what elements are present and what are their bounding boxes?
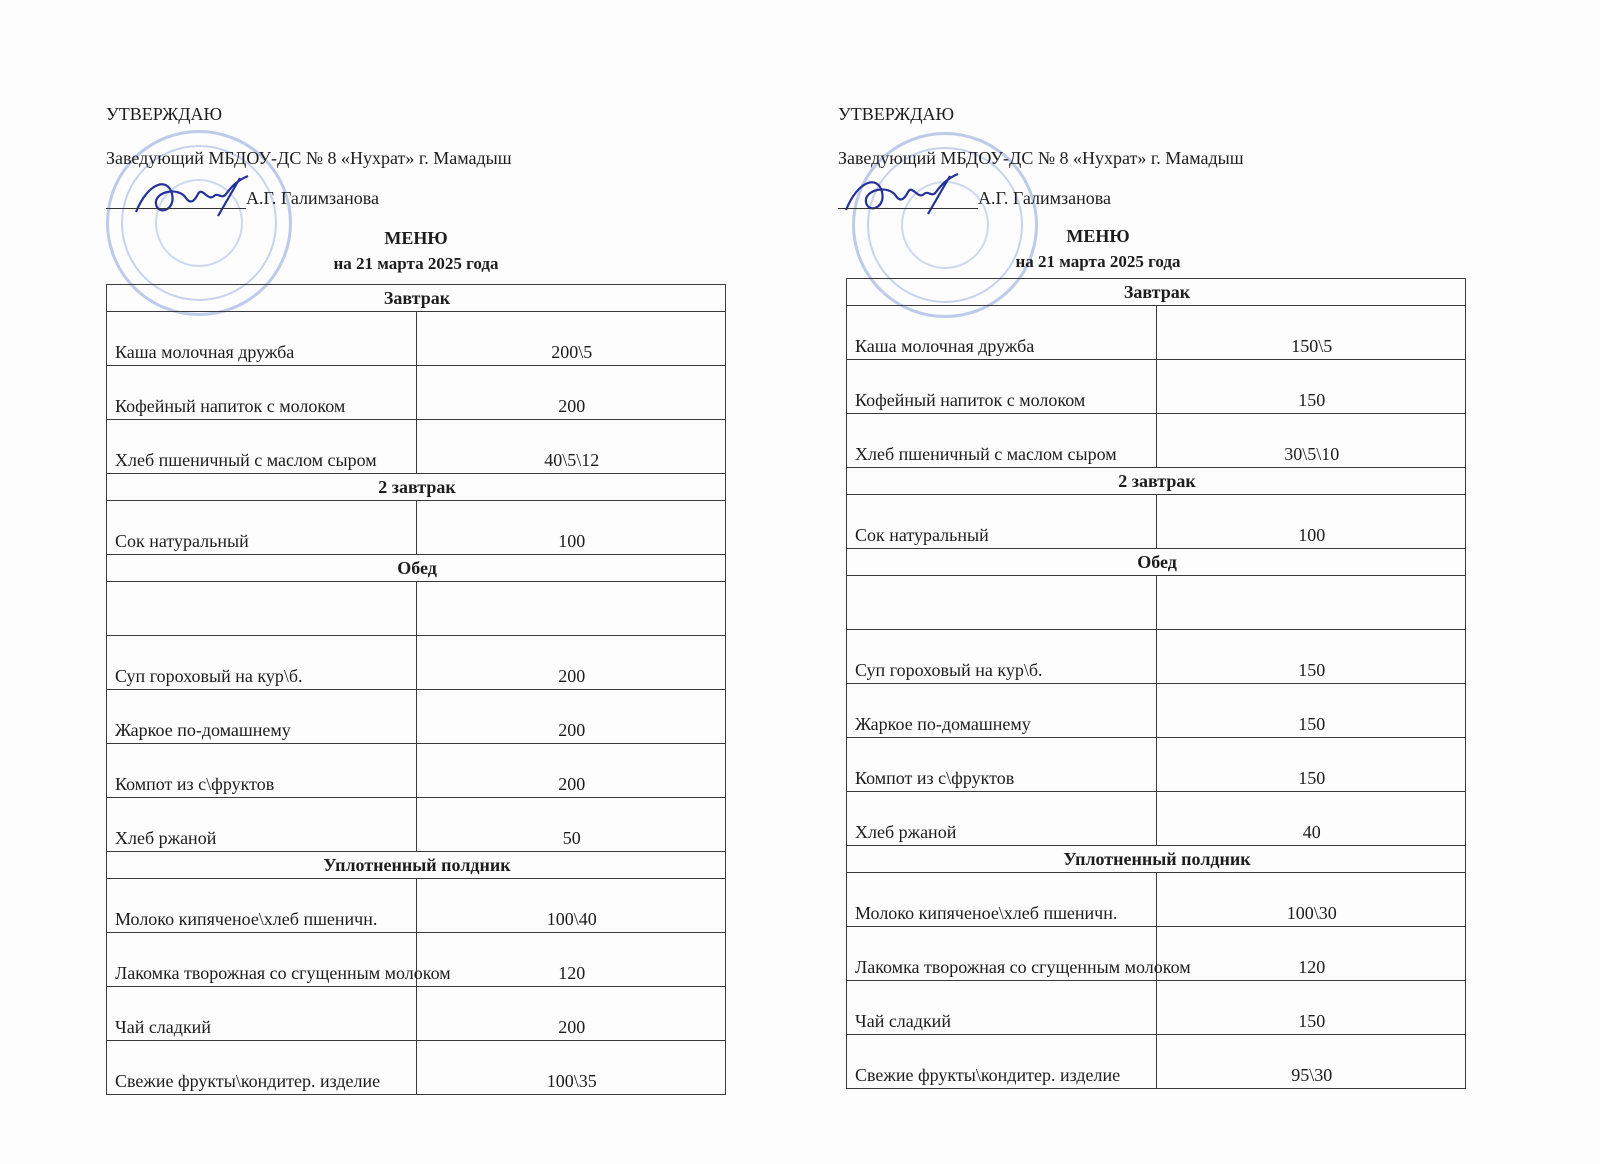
portion-size: 200 <box>416 636 726 690</box>
dish-name: Каша молочная дружба <box>107 312 417 366</box>
approver-name: А.Г. Галимзанова <box>978 188 1111 208</box>
portion-size: 30\5\10 <box>1156 414 1466 468</box>
menu-row <box>107 1041 726 1095</box>
menu-section-header <box>847 549 1466 576</box>
dish-name <box>847 576 1157 630</box>
menu-row <box>107 798 726 852</box>
dish-name: Жаркое по-домашнему <box>847 684 1157 738</box>
approver-name: А.Г. Галимзанова <box>246 188 379 208</box>
dish-name: Чай сладкий <box>847 981 1157 1035</box>
menu-title: МЕНЮ <box>1066 226 1130 246</box>
portion-size: 100 <box>416 501 726 555</box>
menu-row <box>847 495 1466 549</box>
portion-size: 150\5 <box>1156 306 1466 360</box>
portion-size: 150 <box>1156 981 1466 1035</box>
menu-row <box>847 981 1466 1035</box>
menu-row <box>107 879 726 933</box>
menu-row <box>847 576 1466 630</box>
dish-name: Кофейный напиток с молоком <box>847 360 1157 414</box>
menu-row <box>107 987 726 1041</box>
section-title: Обед <box>107 555 726 582</box>
portion-size: 100\35 <box>416 1041 726 1095</box>
portion-size: 200 <box>416 690 726 744</box>
portion-size: 150 <box>1156 630 1466 684</box>
portion-size: 200\5 <box>416 312 726 366</box>
dish-name: Хлеб ржаной <box>107 798 417 852</box>
menu-row <box>107 366 726 420</box>
menu-row <box>847 1035 1466 1089</box>
dish-name <box>107 582 417 636</box>
portion-size: 50 <box>416 798 726 852</box>
menu-row <box>847 738 1466 792</box>
menu-table <box>106 284 726 1095</box>
dish-name: Каша молочная дружба <box>847 306 1157 360</box>
portion-size: 150 <box>1156 684 1466 738</box>
menu-row <box>847 873 1466 927</box>
section-title: Завтрак <box>107 285 726 312</box>
section-title: 2 завтрак <box>847 468 1466 495</box>
approval-block <box>106 104 766 224</box>
approval-block <box>838 104 1498 224</box>
section-title: Обед <box>847 549 1466 576</box>
section-title: 2 завтрак <box>107 474 726 501</box>
portion-size <box>1156 576 1466 630</box>
approve-position: Заведующий МБДОУ-ДС № 8 «Нухрат» г. Мамадыш <box>838 148 1244 168</box>
dish-name: Компот из с\фруктов <box>847 738 1157 792</box>
dish-name: Жаркое по-домашнему <box>107 690 417 744</box>
menu-title: МЕНЮ <box>384 228 448 248</box>
section-title: Завтрак <box>847 279 1466 306</box>
portion-size: 200 <box>416 987 726 1041</box>
dish-name: Хлеб пшеничный с маслом сыром <box>847 414 1157 468</box>
menu-date: на 21 марта 2025 года <box>1015 252 1181 271</box>
dish-name: Молоко кипяченое\хлеб пшеничн. <box>107 879 417 933</box>
menu-section-header <box>107 285 726 312</box>
approve-title: УТВЕРЖДАЮ <box>106 104 223 124</box>
menu-row <box>847 306 1466 360</box>
menu-section-header <box>847 846 1466 873</box>
menu-row <box>107 933 726 987</box>
portion-size: 100\30 <box>1156 873 1466 927</box>
dish-name: Свежие фрукты\кондитер. изделие <box>847 1035 1157 1089</box>
dish-name: Лакомка творожная со сгущенным молоком <box>847 927 1157 981</box>
portion-size <box>416 582 726 636</box>
menu-row <box>107 420 726 474</box>
menu-row <box>107 690 726 744</box>
section-title: Уплотненный полдник <box>107 852 726 879</box>
dish-name: Сок натуральный <box>847 495 1157 549</box>
portion-size: 120 <box>1156 927 1466 981</box>
approve-title: УТВЕРЖДАЮ <box>838 104 955 124</box>
menu-section-header <box>847 279 1466 306</box>
portion-size: 150 <box>1156 360 1466 414</box>
signature-line <box>838 208 978 209</box>
portion-size: 40 <box>1156 792 1466 846</box>
signature-line <box>106 208 246 209</box>
portion-size: 120 <box>416 933 726 987</box>
dish-name: Компот из с\фруктов <box>107 744 417 798</box>
dish-name: Молоко кипяченое\хлеб пшеничн. <box>847 873 1157 927</box>
portion-size: 95\30 <box>1156 1035 1466 1089</box>
menu-row <box>107 744 726 798</box>
dish-name: Чай сладкий <box>107 987 417 1041</box>
dish-name: Свежие фрукты\кондитер. изделие <box>107 1041 417 1095</box>
portion-size: 100 <box>1156 495 1466 549</box>
menu-row <box>107 501 726 555</box>
menu-date: на 21 марта 2025 года <box>333 254 499 273</box>
portion-size: 40\5\12 <box>416 420 726 474</box>
dish-name: Лакомка творожная со сгущенным молоком <box>107 933 417 987</box>
menu-section-header <box>107 555 726 582</box>
dish-name: Хлеб пшеничный с маслом сыром <box>107 420 417 474</box>
dish-name: Суп гороховый на кур\б. <box>107 636 417 690</box>
menu-section-header <box>107 474 726 501</box>
menu-row <box>847 360 1466 414</box>
menu-row <box>847 414 1466 468</box>
portion-size: 200 <box>416 366 726 420</box>
menu-section-header <box>107 852 726 879</box>
menu-table <box>846 278 1466 1089</box>
dish-name: Хлеб ржаной <box>847 792 1157 846</box>
portion-size: 100\40 <box>416 879 726 933</box>
portion-size: 150 <box>1156 738 1466 792</box>
menu-row <box>847 684 1466 738</box>
menu-row <box>847 792 1466 846</box>
approve-position: Заведующий МБДОУ-ДС № 8 «Нухрат» г. Мамадыш <box>106 148 512 168</box>
menu-row <box>847 630 1466 684</box>
dish-name: Кофейный напиток с молоком <box>107 366 417 420</box>
dish-name: Сок натуральный <box>107 501 417 555</box>
portion-size: 200 <box>416 744 726 798</box>
section-title: Уплотненный полдник <box>847 846 1466 873</box>
menu-row <box>107 312 726 366</box>
menu-row <box>107 582 726 636</box>
menu-row <box>107 636 726 690</box>
menu-section-header <box>847 468 1466 495</box>
menu-row <box>847 927 1466 981</box>
dish-name: Суп гороховый на кур\б. <box>847 630 1157 684</box>
